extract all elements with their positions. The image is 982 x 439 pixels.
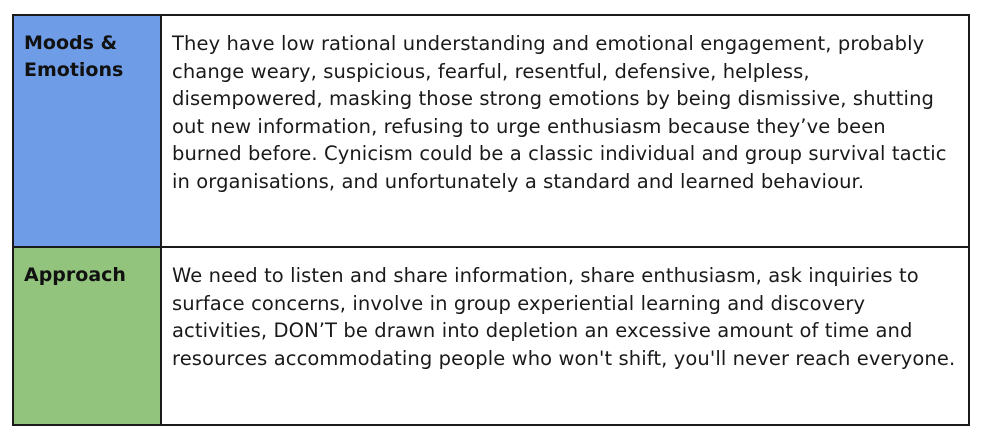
info-table	[12, 14, 970, 426]
label-cell-moods	[13, 15, 161, 247]
row-label-approach: Approach	[24, 264, 126, 286]
row-text-moods: They have low rational understanding and emotional engagement, probably change weary, suspicious, fearful, resentful, defensive, helpless, disempowered, masking those strong emotions by being dismissive, shutting out new information, refusing to urge enthusiasm because they’ve been burned before. Cynicism could be a classic individual and group survival tactic in organisations, and unfortunately a standard and learned behaviour.	[172, 32, 947, 193]
row-text-approach: We need to listen and share information, share enthusiasm, ask inquiries to surface concerns, involve in group experiential learning and discovery activities, DON’T be drawn into depletion an excessive amount of time and resources accommodating people who won't shift, you'll never reach everyone.	[172, 264, 956, 370]
row-label-moods: Moods & Emotions	[24, 32, 124, 81]
label-cell-approach	[13, 247, 161, 425]
content-cell-approach	[161, 247, 969, 425]
table-row-approach	[13, 247, 969, 425]
table-row-moods	[13, 15, 969, 247]
content-cell-moods	[161, 15, 969, 247]
